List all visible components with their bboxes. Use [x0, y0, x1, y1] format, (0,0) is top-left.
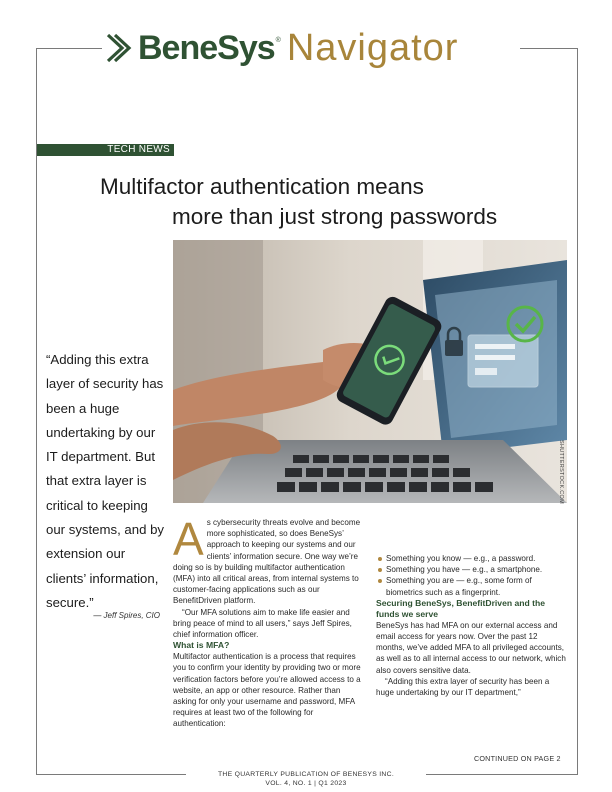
article-paragraph-4: BeneSys has had MFA on our external access and email access for years now. Over the past 12 months, we’ve added MFA to all privileged accounts, as well as to all internal access to our network, which also covers sensitive data.: [376, 620, 566, 675]
publication-name: Navigator: [286, 26, 459, 69]
article-intro-paragraph: [173, 513, 364, 607]
footer-line-2: VOL. 4, NO. 1 | Q1 2023: [265, 780, 347, 787]
publication-footer: [186, 770, 426, 788]
pull-quote: “Adding this extra layer of security has been a huge undertaking by our IT department. But that extra layer is critical to keeping our systems, and by extension our clients’ information, secure.”: [46, 352, 165, 610]
continued-notice: CONTINUED ON PAGE 2: [474, 754, 561, 763]
chevron-logo-icon: [104, 31, 134, 65]
mfa-factor-list: [376, 553, 568, 598]
headline-line-1: Multifactor authentication means: [100, 174, 424, 199]
list-item: Something you have — e.g., a smartphone.: [376, 564, 568, 575]
footer-line-1: THE QUARTERLY PUBLICATION OF BENESYS INC.: [217, 771, 395, 778]
frame-top-rule-left: [36, 48, 102, 49]
hero-photo: [173, 240, 567, 503]
article-headline: [100, 172, 560, 232]
headline-line-2: more than just strong passwords: [172, 204, 498, 229]
article-paragraph-1: s cybersecurity threats evolve and become more sophisticated, so does BeneSys’ approach to keeping our systems and our clients’ information secure. One way we’re doing so is by building multifactor authentication (MFA) into all critical areas, from internal systems to customer-facing applications such as our BenefitDriven platform.: [173, 518, 361, 606]
drop-cap: A: [173, 513, 204, 565]
article-column-1: [173, 513, 364, 729]
brand-registered-mark: ®: [275, 36, 281, 44]
pull-quote-attribution: — Jeff Spires, CIO: [93, 611, 160, 620]
photo-credit: SHUTTERSTOCK.COM: [558, 440, 564, 504]
subheading-securing-benesys: Securing BeneSys, BenefitDriven and the funds we serve: [376, 597, 546, 619]
list-item: Something you are — e.g., some form of biometrics such as a fingerprint.: [376, 575, 568, 597]
masthead-logo: [104, 26, 458, 70]
subheading-what-is-mfa: What is MFA?: [173, 640, 230, 651]
article-paragraph-3: Multifactor authentication is a process that requires you to confirm your identity by providing two or more verification factors before you’re allowed access to a website, an app or other resource. Rather than asking for only your username and password, MFA requires at least two of the following for authentication:: [173, 652, 361, 729]
frame-top-rule-right: [520, 48, 577, 49]
section-tag: TECH NEWS: [37, 144, 174, 156]
smartphone-laptop-illustration: [173, 240, 567, 503]
brand-name: BeneSys: [138, 28, 275, 67]
article-column-2: [376, 517, 568, 698]
article-paragraph-2: “Our MFA solutions aim to make life easier and bring peace of mind to all users,” says Jeff Spires, chief information officer.: [173, 607, 352, 640]
article-paragraph-5: “Adding this extra layer of security has been a huge undertaking by our IT department,”: [376, 676, 550, 698]
list-item: Something you know — e.g., a password.: [376, 553, 568, 564]
